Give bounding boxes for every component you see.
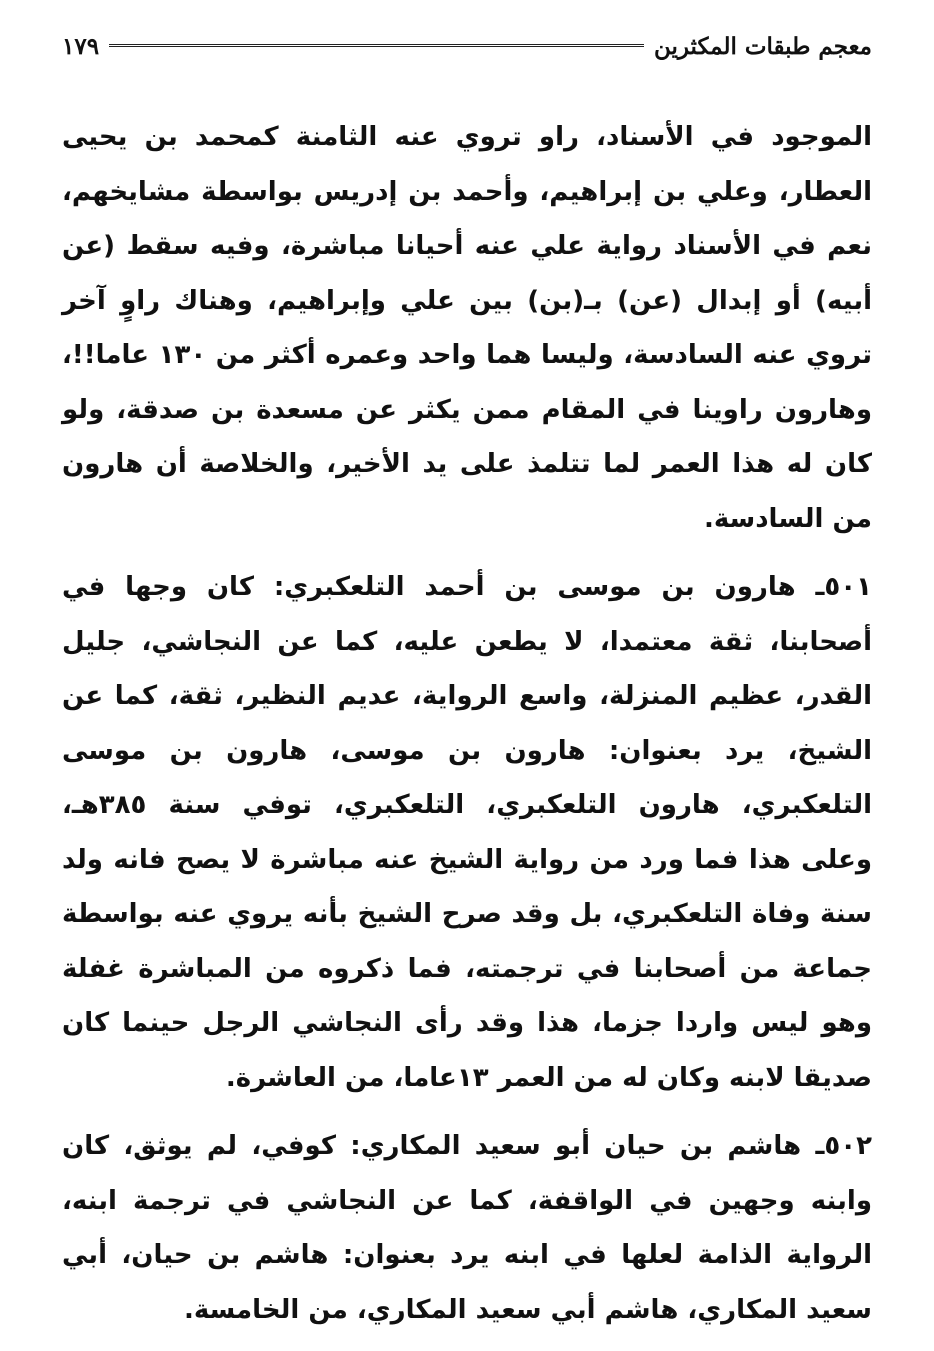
entry-name: هاشم بن حيان أبو سعيد المكاري: xyxy=(350,1131,802,1161)
page-number: ١٧٩ xyxy=(62,32,100,60)
entry-502 xyxy=(62,1119,872,1337)
running-header xyxy=(62,26,872,66)
entry-name: هارون بن موسى بن أحمد التلعكبري: xyxy=(273,572,796,602)
entry-text: كان وجها في أصحابنا، ثقة معتمدا، لا يطعن عليه، كما عن النجاشي، جليل القدر، عظيم المنزلة، واسع الرواية، عديم النظير، ثقة، كما عن الشيخ، يرد بعنوان: هارون بن موسى، هارون بن موسى التلعكبري، هارون التلعكبري، التلعكبري، توفي سنة ٣٨٥هـ، وعلى هذا فما ورد من رواية الشيخ عنه مباشرة لا يصح فانه ولد سنة وفاة التلعكبري، بل وقد صرح الشيخ بأنه يروي عنه بواسطة جماعة من أصحابنا في ترجمته، فما ذكروه من المباشرة غفلة وهو ليس واردا جزما، هذا وقد رأى النجاشي الرجل حينما كان صديقا لابنه وكان له من العمر ١٣عاما، من العاشرة. xyxy=(62,572,872,1093)
body-text xyxy=(62,110,872,1351)
entry-501 xyxy=(62,560,872,1105)
entry-text: كوفي، لم يوثق، كان وابنه وجهين في الواقفة، كما عن النجاشي في ترجمة ابنه، الرواية الذامة لعلها في ابنه يرد بعنوان: هاشم بن حيان، أبي سعيد المكاري، هاشم أبي سعيد المكاري، من الخامسة. xyxy=(62,1131,872,1325)
entry-number: ٥٠٢ـ xyxy=(815,1131,872,1161)
header-title: معجم طبقات المكثرين xyxy=(653,32,872,60)
paragraph-text: الموجود في الأسناد، راو تروي عنه الثامنة كمحمد بن يحيى العطار، وعلي بن إبراهيم، وأحمد بن إدريس بواسطة مشايخهم، نعم في الأسناد رواية علي عنه أحيانا مباشرة، وفيه سقط (عن أبيه) أو إبدال (عن) بـ(بن) بين علي وإبراهيم، وهناك راوٍ آخر تروي عنه السادسة، وليسا هما واحد وعمره أكثر من ١٣٠ عاما!!، وهارون راوينا في المقام ممن يكثر عن مسعدة بن صدقة، ولو كان له هذا العمر لما تتلمذ على يد الأخير، والخلاصة أن هارون من السادسة. xyxy=(62,122,873,534)
entry-number: ٥٠١ـ xyxy=(815,572,872,602)
header-rule xyxy=(109,44,644,49)
paragraph-continuation xyxy=(62,110,872,546)
